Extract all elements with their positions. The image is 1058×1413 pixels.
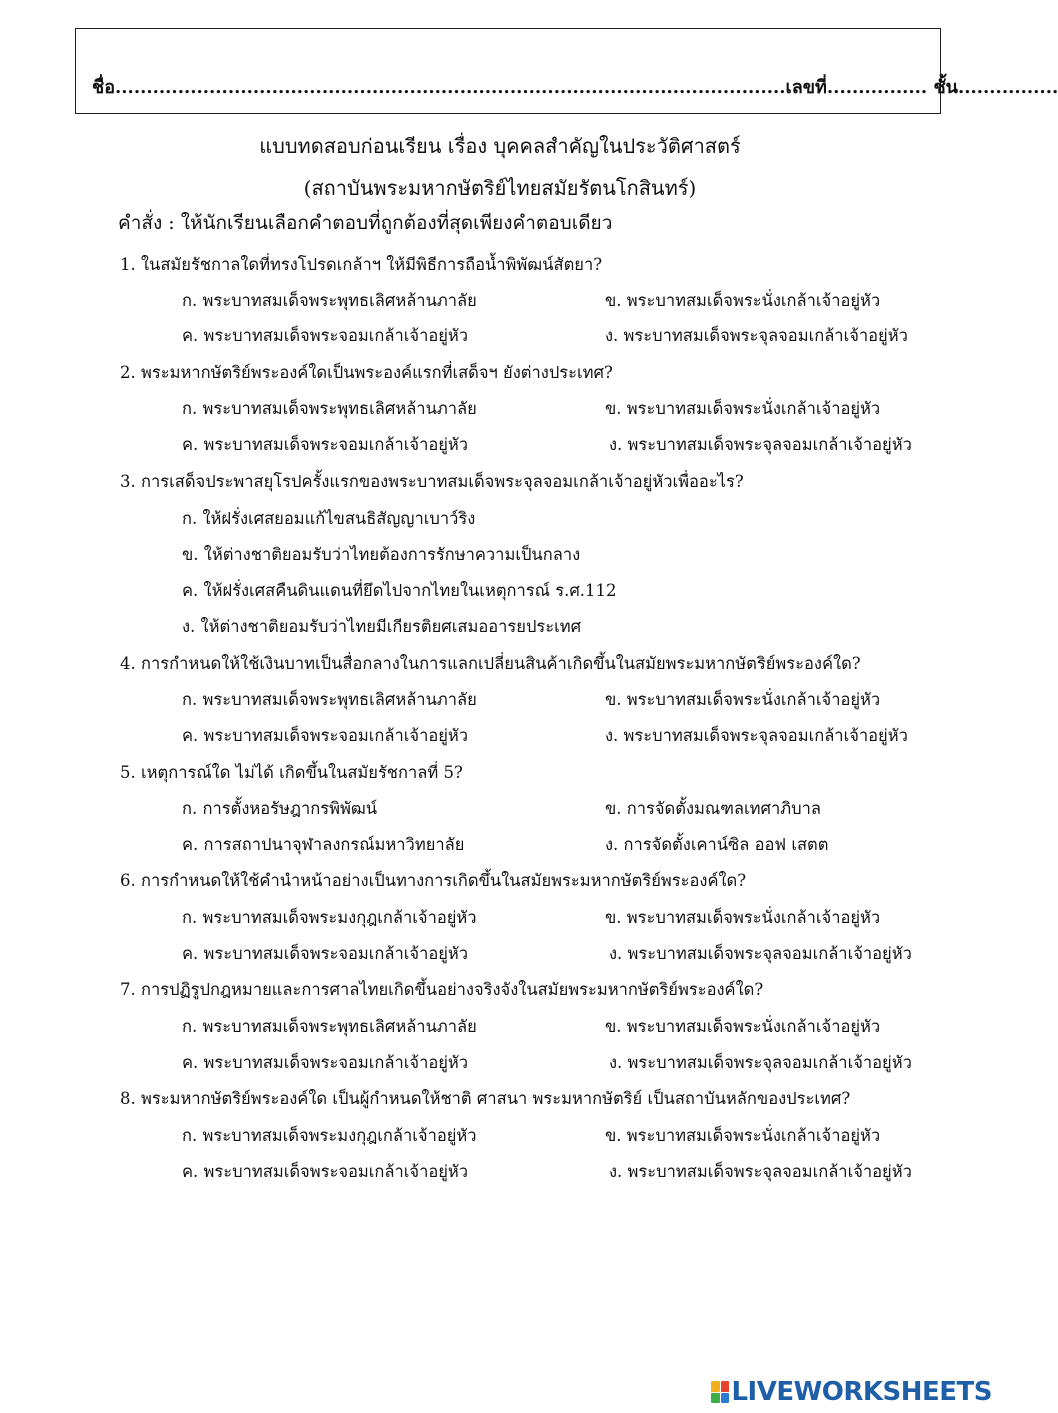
worksheet-subtitle: (สถาบันพระมหากษัตริย์ไทยสมัยรัตนโกสินทร์) bbox=[303, 176, 697, 200]
liveworksheets-logo-text: LIVEWORKSHEETS bbox=[731, 1377, 992, 1407]
q7-choice-a[interactable]: ก. พระบาทสมเด็จพระพุทธเลิศหล้านภาลัย bbox=[182, 1017, 477, 1036]
q3-choice-c[interactable]: ค. ให้ฝรั่งเศสคืนดินแดนที่ยึดไปจากไทยในเหตุการณ์ ร.ศ.112 bbox=[182, 581, 617, 600]
q5-choice-c[interactable]: ค. การสถาปนาจุฬาลงกรณ์มหาวิทยาลัย bbox=[182, 835, 465, 854]
q8-choice-d[interactable]: ง. พระบาทสมเด็จพระจุลจอมเกล้าเจ้าอยู่หัว bbox=[609, 1162, 912, 1181]
q1-choice-c[interactable]: ค. พระบาทสมเด็จพระจอมเกล้าเจ้าอยู่หัว bbox=[182, 326, 469, 345]
q2-choice-d[interactable]: ง. พระบาทสมเด็จพระจุลจอมเกล้าเจ้าอยู่หัว bbox=[609, 435, 912, 454]
q4-choice-c[interactable]: ค. พระบาทสมเด็จพระจอมเกล้าเจ้าอยู่หัว bbox=[182, 726, 469, 745]
q7-choice-b[interactable]: ข. พระบาทสมเด็จพระนั่งเกล้าเจ้าอยู่หัว bbox=[605, 1017, 881, 1036]
q1-choice-a[interactable]: ก. พระบาทสมเด็จพระพุทธเลิศหล้านภาลัย bbox=[182, 291, 477, 310]
question-3: 3. การเสด็จประพาสยุโรปครั้งแรกของพระบาทสมเด็จพระจุลจอมเกล้าเจ้าอยู่หัวเพื่ออะไร? bbox=[120, 472, 744, 491]
worksheet-title: แบบทดสอบก่อนเรียน เรื่อง บุคคลสำคัญในประวัติศาสตร์ bbox=[259, 134, 741, 158]
question-5: 5. เหตุการณ์ใด ไม่ได้ เกิดขึ้นในสมัยรัชกาลที่ 5? bbox=[120, 763, 463, 782]
q1-choice-b[interactable]: ข. พระบาทสมเด็จพระนั่งเกล้าเจ้าอยู่หัว bbox=[605, 291, 881, 310]
q4-choice-b[interactable]: ข. พระบาทสมเด็จพระนั่งเกล้าเจ้าอยู่หัว bbox=[605, 690, 881, 709]
q5-choice-d[interactable]: ง. การจัดตั้งเคาน์ซิล ออฟ เสตต bbox=[605, 835, 829, 854]
question-1: 1. ในสมัยรัชกาลใดที่ทรงโปรดเกล้าฯ ให้มีพิธีการถือน้ำพิพัฒน์สัตยา? bbox=[120, 255, 603, 274]
q4-choice-d[interactable]: ง. พระบาทสมเด็จพระจุลจอมเกล้าเจ้าอยู่หัว bbox=[605, 726, 908, 745]
instruction-text: คำสั่ง : ให้นักเรียนเลือกคำตอบที่ถูกต้องที่สุดเพียงคำตอบเดียว bbox=[118, 212, 613, 234]
liveworksheets-logo-icon bbox=[711, 1381, 729, 1403]
question-7: 7. การปฏิรูปกฎหมายและการศาลไทยเกิดขึ้นอย่างจริงจังในสมัยพระมหากษัตริย์พระองค์ใด? bbox=[120, 980, 764, 999]
q3-choice-d[interactable]: ง. ให้ต่างชาติยอมรับว่าไทยมีเกียรติยศเสมออารยประเทศ bbox=[182, 617, 582, 636]
question-4: 4. การกำหนดให้ใช้เงินบาทเป็นสื่อกลางในการแลกเปลี่ยนสินค้าเกิดขึ้นในสมัยพระมหากษัตริย์พระองค์ใด? bbox=[120, 654, 861, 673]
q2-choice-b[interactable]: ข. พระบาทสมเด็จพระนั่งเกล้าเจ้าอยู่หัว bbox=[605, 399, 881, 418]
q7-choice-d[interactable]: ง. พระบาทสมเด็จพระจุลจอมเกล้าเจ้าอยู่หัว bbox=[609, 1053, 912, 1072]
q7-choice-c[interactable]: ค. พระบาทสมเด็จพระจอมเกล้าเจ้าอยู่หัว bbox=[182, 1053, 469, 1072]
q2-choice-c[interactable]: ค. พระบาทสมเด็จพระจอมเกล้าเจ้าอยู่หัว bbox=[182, 435, 469, 454]
q1-choice-d[interactable]: ง. พระบาทสมเด็จพระจุลจอมเกล้าเจ้าอยู่หัว bbox=[605, 326, 908, 345]
q6-choice-a[interactable]: ก. พระบาทสมเด็จพระมงกุฎเกล้าเจ้าอยู่หัว bbox=[182, 908, 477, 927]
q8-choice-a[interactable]: ก. พระบาทสมเด็จพระมงกุฎเกล้าเจ้าอยู่หัว bbox=[182, 1126, 477, 1145]
q6-choice-b[interactable]: ข. พระบาทสมเด็จพระนั่งเกล้าเจ้าอยู่หัว bbox=[605, 908, 881, 927]
q4-choice-a[interactable]: ก. พระบาทสมเด็จพระพุทธเลิศหล้านภาลัย bbox=[182, 690, 477, 709]
q5-choice-b[interactable]: ข. การจัดตั้งมณฑลเทศาภิบาล bbox=[605, 799, 822, 818]
q2-choice-a[interactable]: ก. พระบาทสมเด็จพระพุทธเลิศหล้านภาลัย bbox=[182, 399, 477, 418]
liveworksheets-logo bbox=[711, 1377, 992, 1407]
q3-choice-a[interactable]: ก. ให้ฝรั่งเศสยอมแก้ไขสนธิสัญญาเบาว์ริง bbox=[182, 509, 476, 528]
q5-choice-a[interactable]: ก. การตั้งหอรัษฎากรพิพัฒน์ bbox=[182, 799, 378, 818]
q8-choice-c[interactable]: ค. พระบาทสมเด็จพระจอมเกล้าเจ้าอยู่หัว bbox=[182, 1162, 469, 1181]
q6-choice-d[interactable]: ง. พระบาทสมเด็จพระจุลจอมเกล้าเจ้าอยู่หัว bbox=[609, 944, 912, 963]
student-info-box bbox=[75, 28, 1058, 114]
question-2: 2. พระมหากษัตริย์พระองค์ใดเป็นพระองค์แรกที่เสด็จฯ ยังต่างประเทศ? bbox=[120, 363, 613, 382]
q6-choice-c[interactable]: ค. พระบาทสมเด็จพระจอมเกล้าเจ้าอยู่หัว bbox=[182, 944, 469, 963]
question-6: 6. การกำหนดให้ใช้คำนำหน้าอย่างเป็นทางการเกิดขึ้นในสมัยพระมหากษัตริย์พระองค์ใด? bbox=[120, 871, 747, 890]
question-8: 8. พระมหากษัตริย์พระองค์ใด เป็นผู้กำหนดให้ชาติ ศาสนา พระมหากษัตริย์ เป็นสถาบันหลักของประเทศ? bbox=[120, 1089, 851, 1108]
q8-choice-b[interactable]: ข. พระบาทสมเด็จพระนั่งเกล้าเจ้าอยู่หัว bbox=[605, 1126, 881, 1145]
name-number-class-line[interactable]: ชื่อ...........................................................................................................เลขที่................ ชั้น................ bbox=[92, 77, 1058, 98]
q3-choice-b[interactable]: ข. ให้ต่างชาติยอมรับว่าไทยต้องการรักษาความเป็นกลาง bbox=[182, 545, 581, 564]
